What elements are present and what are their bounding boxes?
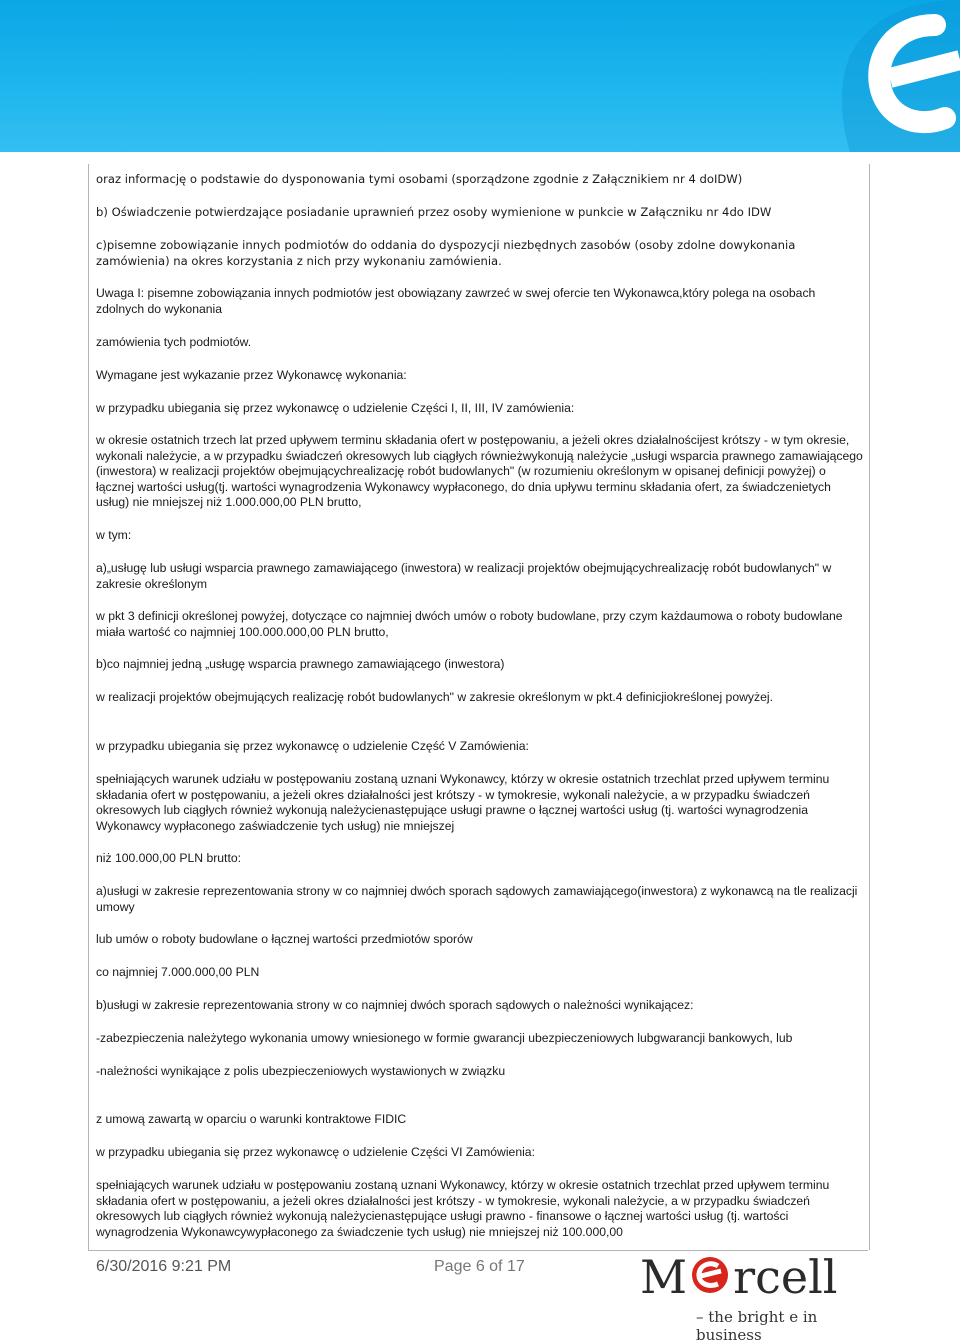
paragraph: w przypadku ubiegania się przez wykonawcę o udzielenie Części I, II, III, IV zamówienia:: [96, 401, 575, 415]
paragraph: zamówienia tych podmiotów.: [96, 335, 252, 349]
paragraph: co najmniej 7.000.000,00 PLN: [96, 965, 260, 979]
paragraph: b) Oświadczenie potwierdzające posiadanie uprawnień przez osoby wymienione w punkcie w Załączniku nr 4do IDW: [96, 205, 772, 219]
paragraph: a)„usługę lub usługi wsparcia prawnego zamawiającego (inwestora) w realizacji projektów obejmującychrealizację robót budowlanych" w zakresie określonym: [96, 561, 832, 591]
header-banner: [0, 0, 960, 152]
paragraph: w przypadku ubiegania się przez wykonawcę o udzielenie Części VI Zamówienia:: [96, 1145, 535, 1159]
paragraph: z umową zawartą w oparciu o warunki kontraktowe FIDIC: [96, 1112, 407, 1126]
footer-timestamp: 6/30/2016 9:21 PM: [96, 1258, 232, 1275]
content-frame: [88, 164, 870, 1250]
paragraph: b)usługi w zakresie reprezentowania strony w co najmniej dwóch sporach sądowych o należności wynikającez:: [96, 998, 694, 1012]
paragraph: w pkt 3 definicji określonej powyżej, dotyczące co najmniej dwóch umów o roboty budowlane, przy czym każdaumowa o roboty budowlane miała wartość co najmniej 100.000.000,00 PLN brutto,: [96, 609, 843, 639]
footer-page-number: Page 6 of 17: [434, 1258, 525, 1275]
paragraph: lub umów o roboty budowlane o łącznej wartości przedmiotów sporów: [96, 932, 473, 946]
paragraph: w przypadku ubiegania się przez wykonawcę o udzielenie Część V Zamówienia:: [96, 739, 529, 753]
paragraph: Uwaga I: pisemne zobowiązania innych podmiotów jest obowiązany zawrzeć w swej ofercie ten Wykonawca,który polega na osobach zdolnych do wykonania: [96, 286, 816, 316]
paragraph: w okresie ostatnich trzech lat przed upływem terminu składania ofert w postępowaniu, a jeżeli okres działalnościjest krótszy - w tym okresie, wykonali należycie, a w przypadku świadczeń okresowych lub ciągłych równieżwykonują należycie „usługi wsparcia prawnego zamawiającego (inwestora) w realizacji projektów obejmującychrealizację robót budowlanych" (w rozumieniu określonym w opisanej definicji powyżej) o łącznej wartości usług(tj. wartości wynagrodzenia Wykonawcy wypłaconego, do dnia upływu terminu składania ofert, za świadczenietych usług) nie mniejszej niż 1.000.000,00 PLN brutto,: [96, 433, 863, 510]
marcell-logo: [640, 1250, 870, 1344]
paragraph: spełniających warunek udziału w postępowaniu zostaną uznani Wykonawcy, którzy w okresie ostatnich trzechlat przed upływem terminu składania ofert w postępowaniu, a jeżeli okres działalności jest krótszy - w tymokresie, wykonali należycie, a w przypadku świadczeń okresowych lub ciągłych również wykonują należycienastępujące usługi prawne o łącznej wartości usług (tj. wartości wynagrodzenia Wykonawcy wypłaconego zaświadczenie tych usług) nie mniejszej: [96, 772, 830, 833]
paragraph: Wymagane jest wykazanie przez Wykonawcę wykonania:: [96, 368, 407, 382]
paragraph: b)co najmniej jedną „usługę wsparcia prawnego zamawiającego (inwestora): [96, 657, 505, 671]
paragraph: -należności wynikające z polis ubezpieczeniowych wystawionych w związku: [96, 1064, 506, 1078]
paragraph: a)usługi w zakresie reprezentowania strony w co najmniej dwóch sporach sądowych zamawiającego(inwestora) z wykonawcą na tle realizacji umowy: [96, 884, 858, 914]
brand-e-icon: [688, 1255, 732, 1295]
paragraph: oraz informację o podstawie do dysponowania tymi osobami (sporządzone zgodnie z Załącznikiem nr 4 doIDW): [96, 172, 743, 186]
brand-tagline: – the bright e in business: [696, 1308, 818, 1344]
paragraph: w tym:: [96, 528, 132, 542]
paragraph: -zabezpieczenia należytego wykonania umowy wniesionego w formie gwarancji ubezpieczeniowych lubgwarancji bankowych, lub: [96, 1031, 793, 1045]
paragraph: spełniających warunek udziału w postępowaniu zostaną uznani Wykonawcy, którzy w okresie ostatnich trzechlat przed upływem terminu składania ofert w postępowaniu, a jeżeli okres działalności jest krótszy - w tymokresie, wykonali należycie, a w przypadku świadczeń okresowych lub ciągłych również wykonują należycienastępujące usługi prawno - finansowe o łącznej wartości usług (tj. wartości wynagrodzenia Wykonawcywypłaconego za świadczenie tych usług) nie mniejszej niż 100.000,00: [96, 1178, 830, 1239]
paragraph: niż 100.000,00 PLN brutto:: [96, 851, 241, 865]
paragraph: c)pisemne zobowiązanie innych podmiotów do oddania do dyspozycji niezbędnych zasobów (osoby zdolne dowykonania zamówienia) na okres korzystania z nich przy wykonaniu zamówienia.: [96, 238, 796, 268]
paragraph: w realizacji projektów obejmujących realizację robót budowlanych" w zakresie określonym w pkt.4 definicjiokreślonej powyżej.: [96, 690, 773, 704]
brand-name: M rcell: [640, 1250, 838, 1304]
brand-e-logo-icon: [820, 0, 960, 152]
